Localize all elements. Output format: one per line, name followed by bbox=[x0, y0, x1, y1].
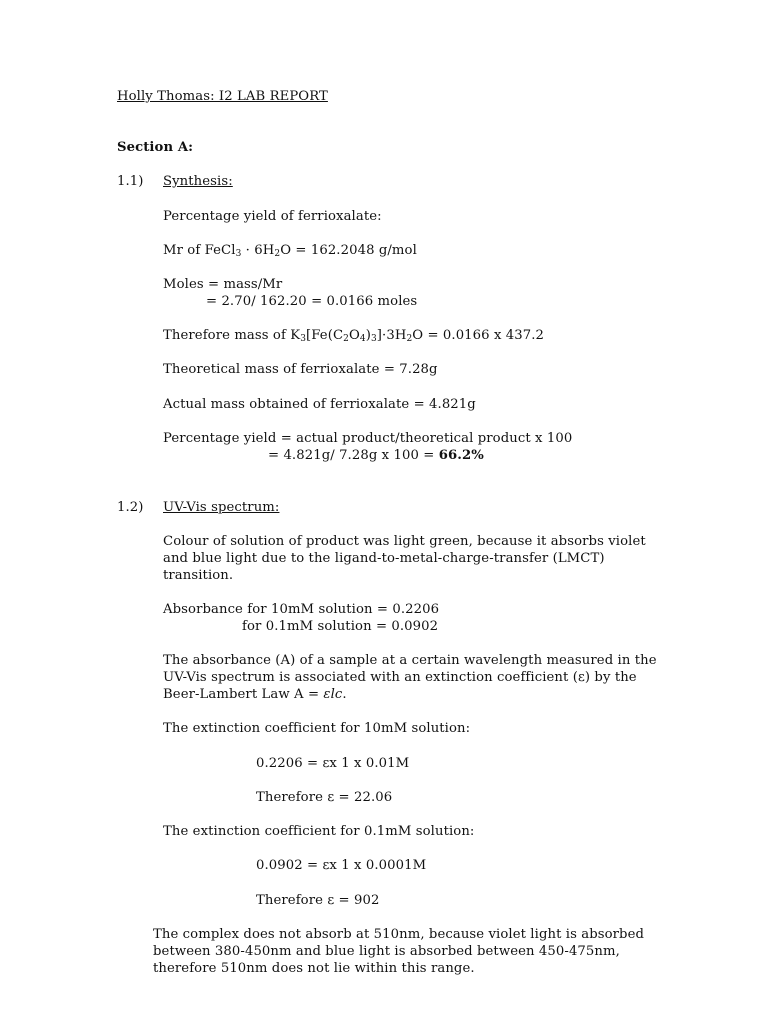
extinction-10mm-heading: The extinction coefficient for 10mM solution: bbox=[163, 721, 471, 736]
theoretical-mass: Theoretical mass of ferrioxalate = 7.28g bbox=[163, 362, 438, 377]
section-a-heading: Section A: bbox=[117, 140, 194, 155]
extinction-01mm-equation: 0.0902 = εx 1 x 0.0001M bbox=[256, 858, 427, 873]
beer-lambert-line-1: The absorbance (A) of a sample at a certain wavelength measured in the bbox=[163, 653, 657, 668]
absorbance-line-2: for 0.1mM solution = 0.0902 bbox=[242, 619, 439, 634]
extinction-10mm-result: Therefore ε = 22.06 bbox=[256, 790, 393, 805]
section-1-1-number: 1.1) bbox=[117, 174, 144, 189]
section-1-1-title: Synthesis: bbox=[163, 174, 233, 189]
conclusion-line-3: therefore 510nm does not lie within this range. bbox=[153, 961, 475, 976]
mass-line: Therefore mass of $K_3[Fe(C_2O_4)_3]\cdot 3H_2O = 0.0166$ x 437.2 bbox=[163, 328, 545, 344]
beer-lambert-line-2: UV-Vis spectrum is associated with an extinction coefficient (ε) by the bbox=[163, 670, 637, 685]
yield-heading: Percentage yield of ferrioxalate: bbox=[163, 209, 382, 224]
colour-line-2: and blue light due to the ligand-to-metal-charge-transfer (LMCT) bbox=[163, 551, 605, 566]
percentage-yield-line-1: Percentage yield = actual product/theoretical product x 100 bbox=[163, 431, 573, 446]
moles-line-1: Moles = mass/Mr bbox=[163, 277, 283, 292]
colour-line-3: transition. bbox=[163, 568, 234, 583]
percentage-yield-line-2: = 4.821g/ 7.28g x 100 = 66.2% bbox=[268, 448, 484, 463]
absorbance-line-1: Absorbance for 10mM solution = 0.2206 bbox=[163, 602, 440, 617]
percentage-yield-result: 66.2% bbox=[438, 448, 484, 463]
conclusion-line-1: The complex does not absorb at 510nm, because violet light is absorbed bbox=[153, 927, 645, 942]
extinction-01mm-heading: The extinction coefficient for 0.1mM solution: bbox=[163, 824, 475, 839]
moles-line-2: = 2.70/ 162.20 = 0.0166 moles bbox=[206, 294, 418, 309]
extinction-01mm-result: Therefore ε = 902 bbox=[256, 893, 380, 908]
report-title: Holly Thomas: I2 LAB REPORT bbox=[117, 89, 328, 104]
conclusion-line-2: between 380-450nm and blue light is absorbed between 450-475nm, bbox=[153, 944, 620, 959]
section-1-2-title: UV-Vis spectrum: bbox=[163, 500, 280, 515]
section-1-2-number: 1.2) bbox=[117, 500, 144, 515]
actual-mass: Actual mass obtained of ferrioxalate = 4.821g bbox=[163, 397, 476, 412]
colour-line-1: Colour of solution of product was light green, because it absorbs violet bbox=[163, 534, 646, 549]
beer-lambert-line-3: Beer-Lambert Law A = εlc. bbox=[163, 687, 347, 702]
extinction-10mm-equation: 0.2206 = εx 1 x 0.01M bbox=[256, 756, 410, 771]
mr-line: Mr of FeCl$_3$ · $6H_2O = 162.2048$ g/mol bbox=[163, 243, 417, 259]
beer-lambert-formula: εlc bbox=[323, 687, 343, 702]
